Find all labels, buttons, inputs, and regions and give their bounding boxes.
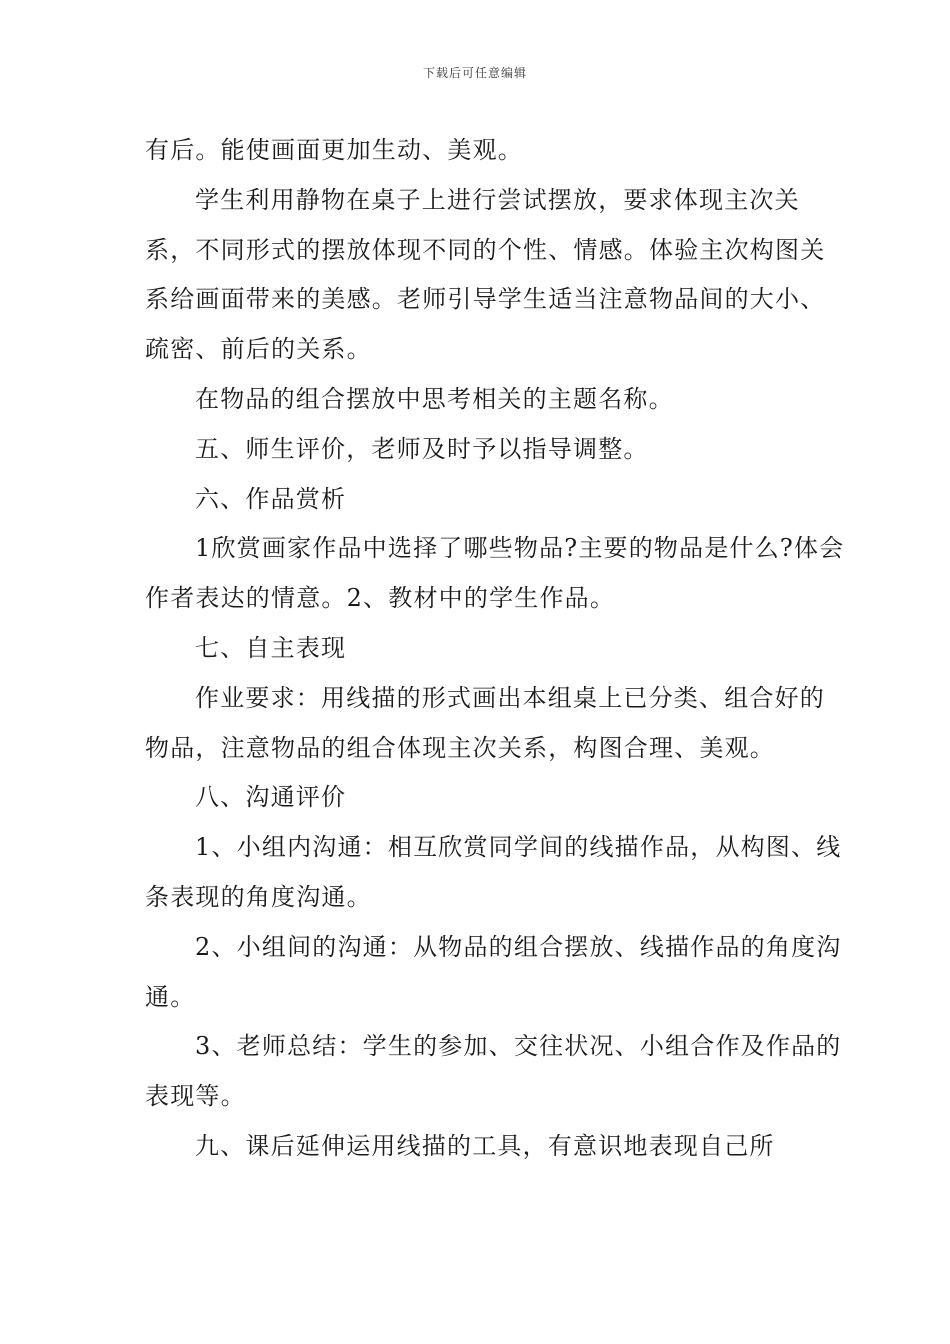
section-heading-8: 八、沟通评价 bbox=[195, 783, 347, 812]
list-item: 1、小组内沟通：相互欣赏同学间的线描作品，从构图、线条表现的角度沟通。 bbox=[145, 833, 842, 911]
section-heading-9: 九、课后延伸运用线描的工具，有意识地表现自己所 bbox=[195, 1131, 775, 1160]
list-item: 3、老师总结：学生的参加、交往状况、小组合作及作品的表现等。 bbox=[145, 1032, 842, 1111]
document-body bbox=[145, 126, 845, 1172]
list-item: 2、小组间的沟通：从物品的组合摆放、线描作品的角度沟通。 bbox=[145, 932, 842, 1011]
paragraph: 有后。能使画面更加生动、美观。 bbox=[145, 136, 523, 164]
section-heading-5: 五、师生评价，老师及时予以指导调整。 bbox=[195, 434, 649, 463]
section-heading-7: 七、自主表现 bbox=[195, 633, 347, 662]
paragraph: 作业要求：用线描的形式画出本组桌上已分类、组合好的物品，注意物品的组合体现主次关系，构图合理、美观。 bbox=[145, 683, 825, 762]
paragraph: 学生利用静物在桌子上进行尝试摆放，要求体现主次关系，不同形式的摆放体现不同的个性、情感。体验主次构图关系给画面带来的美感。老师引导学生适当注意物品间的大小、疏密、前后的关系。 bbox=[145, 185, 826, 364]
paragraph: 在物品的组合摆放中思考相关的主题名称。 bbox=[195, 384, 674, 413]
section-heading-6: 六、作品赏析 bbox=[195, 484, 347, 513]
page-header: 下载后可任意编辑 bbox=[422, 66, 527, 80]
paragraph: 1欣赏画家作品中选择了哪些物品?主要的物品是什么?体会作者表达的情意。2、教材中的学生作品。 bbox=[145, 534, 845, 613]
